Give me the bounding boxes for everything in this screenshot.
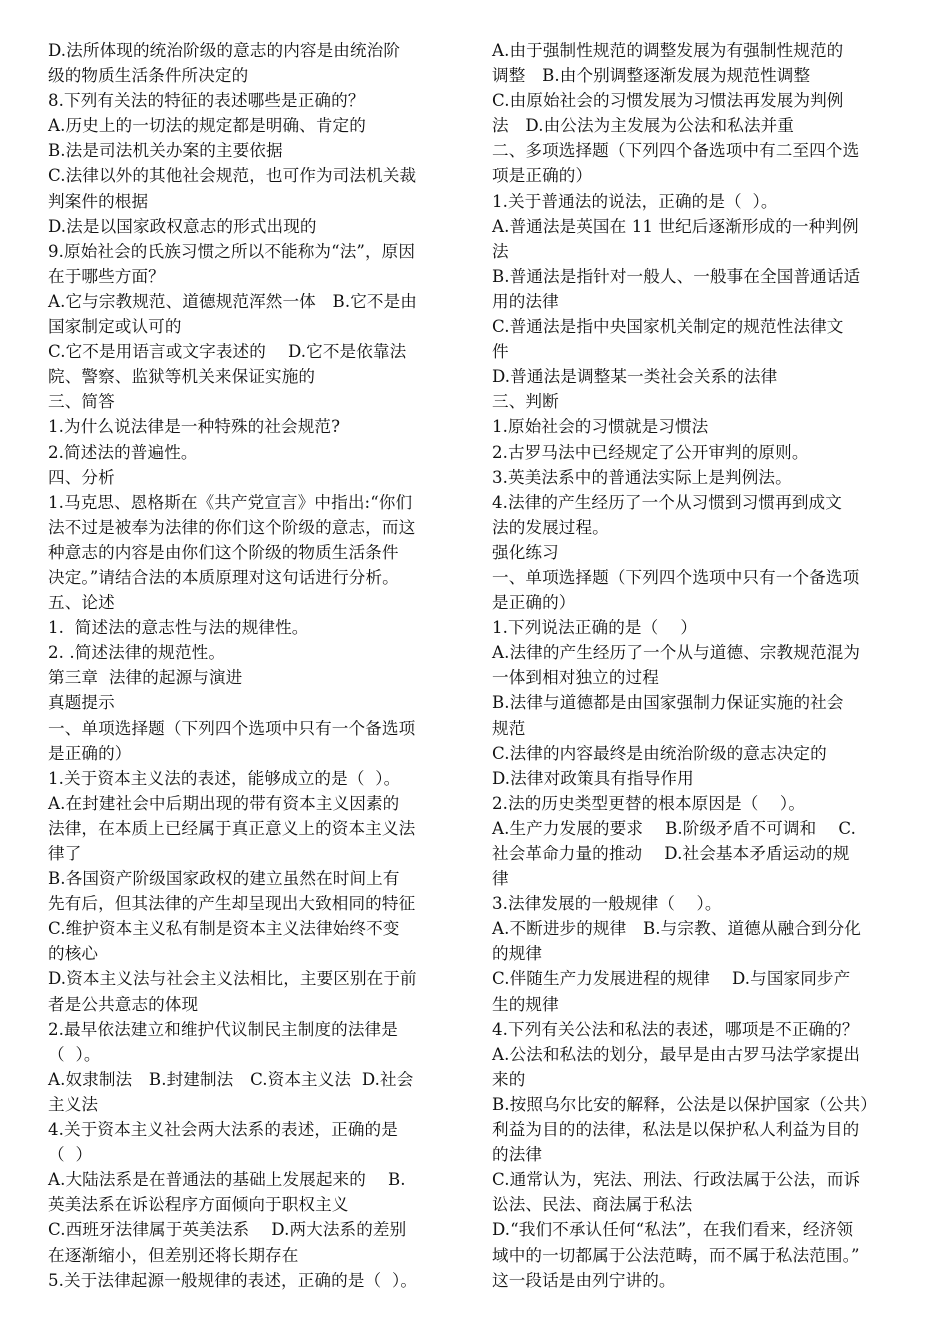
text-line: 4.下列有关公法和私法的表述，哪项是不正确的？ [492,1019,859,1039]
text-line: 2.法的历史类型更替的根本原因是（ ）。 [492,793,806,813]
text-line: 的核心 [48,944,99,964]
text-line: 决定。”请结合法的本质原理对这句话进行分析。 [48,567,399,587]
text-line: 是正确的） [48,743,132,763]
text-line: 强化练习 [492,542,559,562]
text-line: 5.关于法律起源一般规律的表述，正确的是（ ）。 [48,1270,418,1290]
text-line: 主义法 [48,1094,99,1114]
text-line: 9.原始社会的氏族习惯之所以不能称为“法”，原因 [48,241,416,261]
text-line: 4.法律的产生经历了一个从习惯到习惯再到成文 [492,492,842,512]
right-column [492,38,910,1293]
text-line: D.法律对政策具有指导作用 [492,768,694,788]
text-line: C.它不是用语言或文字表述的 D.它不是依靠法 [48,342,407,362]
text-line: A.它与宗教规范、道德规范浑然一体 B.它不是由 [48,291,418,311]
text-line: A.由于强制性规范的调整发展为有强制性规范的 [492,41,844,60]
text-line: 二、多项选择题（下列四个备选项中有二至四个选 [492,141,860,161]
text-line: 1.关于资本主义法的表述，能够成立的是（ ）。 [48,768,401,788]
text-line: 的规律 [492,944,543,964]
text-line: D.法是以国家政权意志的形式出现的 [48,216,317,236]
text-line: 先有后，但其法律的产生却呈现出大致相同的特征 [48,894,416,914]
text-line: C.通常认为，宪法、刑法、行政法属于公法，而诉 [492,1170,861,1190]
text-line: 律 [492,869,509,889]
text-line: D.普通法是调整某一类社会关系的法律 [492,367,778,387]
text-line: A.历史上的一切法的规定都是明确、肯定的 [48,116,366,136]
text-line: A.奴隶制法 B.封建制法 C.资本主义法 D.社会 [48,1069,414,1089]
text-line: 2.古罗马法中已经规定了公开审判的原则。 [492,442,809,462]
text-line: （ ）。 [48,1044,101,1064]
text-line: 2. .简述法律的规范性。 [48,643,226,663]
left-column [48,38,466,1293]
text-line: 3.英美法系中的普通法实际上是判例法。 [492,467,792,487]
text-line: C.普通法是指中央国家机关制定的规范性法律文 [492,317,844,337]
text-line: C.伴随生产力发展进程的规律 D.与国家同步产 [492,969,851,989]
text-line: B.普通法是指针对一般人、一般事在全国普通话适 [492,266,861,286]
text-line: B.法律与道德都是由国家强制力保证实施的社会 [492,693,844,713]
text-line: 1.关于普通法的说法，正确的是（ ）。 [492,191,778,211]
text-line: 法 [492,241,509,261]
text-line: 1. 简述法的意志性与法的规律性。 [48,618,309,638]
text-line: 4.关于资本主义社会两大法系的表述，正确的是 [48,1120,398,1140]
text-line: D.资本主义法与社会主义法相比，主要区别在于前 [48,969,417,989]
text-line: A.普通法是英国在 11 世纪后逐渐形成的一种判例 [492,216,859,236]
text-line: B.法是司法机关办案的主要依据 [48,141,283,161]
text-line: C.由原始社会的习惯发展为习惯法再发展为判例 [492,91,844,111]
text-line: 1.为什么说法律是一种特殊的社会规范? [48,417,341,437]
text-line: 法律，在本质上已经属于真正意义上的资本主义法 [48,818,416,838]
text-line: 一、单项选择题（下列四个选项中只有一个备选项 [48,718,416,738]
text-line: C.维护资本主义私有制是资本主义法律始终不变 [48,919,400,939]
text-line: 1.原始社会的习惯就是习惯法 [492,417,709,437]
text-line: 3.法律发展的一般规律（ ）。 [492,894,722,914]
text-line: 域中的一切都属于公法范畴，而不属于私法范围。” [492,1245,860,1265]
text-line: 这一段话是由列宁讲的。 [492,1270,676,1290]
text-line: A.公法和私法的划分，最早是由古罗马法学家提出 [492,1044,861,1064]
text-line: 讼法、民法、商法属于私法 [492,1195,693,1215]
text-line: 三、简答 [48,392,115,412]
text-line: 法不过是被奉为法律的你们这个阶级的意志，而这 [48,517,416,537]
text-line: 生的规律 [492,994,559,1014]
text-line: C.西班牙法律属于英美法系 D.两大法系的差别 [48,1220,407,1240]
text-line: B.各国资产阶级国家政权的建立虽然在时间上有 [48,869,400,889]
text-line: 国家制定或认可的 [48,317,182,337]
text-line: D.“我们不承认任何“私法”，在我们看来，经济领 [492,1220,854,1240]
text-line: 在于哪些方面？ [48,266,165,286]
text-line: 用的法律 [492,291,559,311]
text-line: 三、判断 [492,392,559,412]
text-line: B.按照乌尔比安的解释，公法是以保护国家（公共） [492,1094,877,1114]
text-line: 判案件的根据 [48,191,149,211]
text-line: 利益为目的的法律，私法是以保护私人利益为目的 [492,1120,860,1140]
text-line: 在逐渐缩小，但差别还将长期存在 [48,1245,299,1265]
text-line: A.生产力发展的要求 B.阶级矛盾不可调和 C. [492,818,856,838]
text-line: 院、警察、监狱等机关来保证实施的 [48,367,316,387]
text-line: 的法律 [492,1145,543,1165]
text-line: A.在封建社会中后期出现的带有资本主义因素的 [48,793,400,813]
text-line: C.法律以外的其他社会规范，也可作为司法机关裁 [48,166,417,186]
text-line: 真题提示 [48,693,115,713]
text-line: C.法律的内容最终是由统治阶级的意志决定的 [492,743,827,763]
text-line: 来的 [492,1069,526,1089]
text-line: 规范 [492,718,526,738]
text-line: （ ） [48,1145,93,1165]
text-line: 1.马克思、恩格斯在《共产党宣言》中指出:“你们 [48,492,413,512]
text-line: 者是公共意志的体现 [48,994,199,1014]
text-line: 四、分析 [48,467,115,487]
text-line: 律了 [48,844,82,863]
text-line: 法 D.由公法为主发展为公法和私法并重 [492,116,794,136]
text-line: 调整 B.由个别调整逐渐发展为规范性调整 [492,66,811,86]
text-line: 种意志的内容是由你们这个阶级的物质生活条件 [48,542,399,562]
text-line: 级的物质生活条件所决定的 [48,66,249,86]
text-line: 是正确的） [492,593,576,613]
text-line: 8.下列有关法的特征的表述哪些是正确的？ [48,91,365,111]
text-line: A.大陆法系是在普通法的基础上发展起来的 B. [48,1170,406,1190]
text-line: 第三章 法律的起源与演进 [48,668,243,688]
text-line: 2.最早依法建立和维护代议制民主制度的法律是 [48,1019,398,1039]
text-line: 社会革命力量的推动 D.社会基本矛盾运动的规 [492,844,850,863]
text-line: 一体到相对独立的过程 [492,668,659,688]
text-line: 法的发展过程。 [492,517,609,537]
text-line: 英美法系在诉讼程序方面倾向于职权主义 [48,1195,349,1215]
text-line: 2.简述法的普遍性。 [48,442,198,462]
text-line: 项是正确的） [492,166,593,186]
text-line: 五、论述 [48,593,115,613]
text-line: D.法所体现的统治阶级的意志的内容是由统治阶 [48,41,401,60]
text-line: 1.下列说法正确的是（ ） [492,618,698,638]
text-line: 件 [492,342,509,362]
text-line: A.不断进步的规律 B.与宗教、道德从融合到分化 [492,919,862,939]
text-line: A.法律的产生经历了一个从与道德、宗教规范混为 [492,643,861,663]
text-line: 一、单项选择题（下列四个选项中只有一个备选项 [492,567,860,587]
